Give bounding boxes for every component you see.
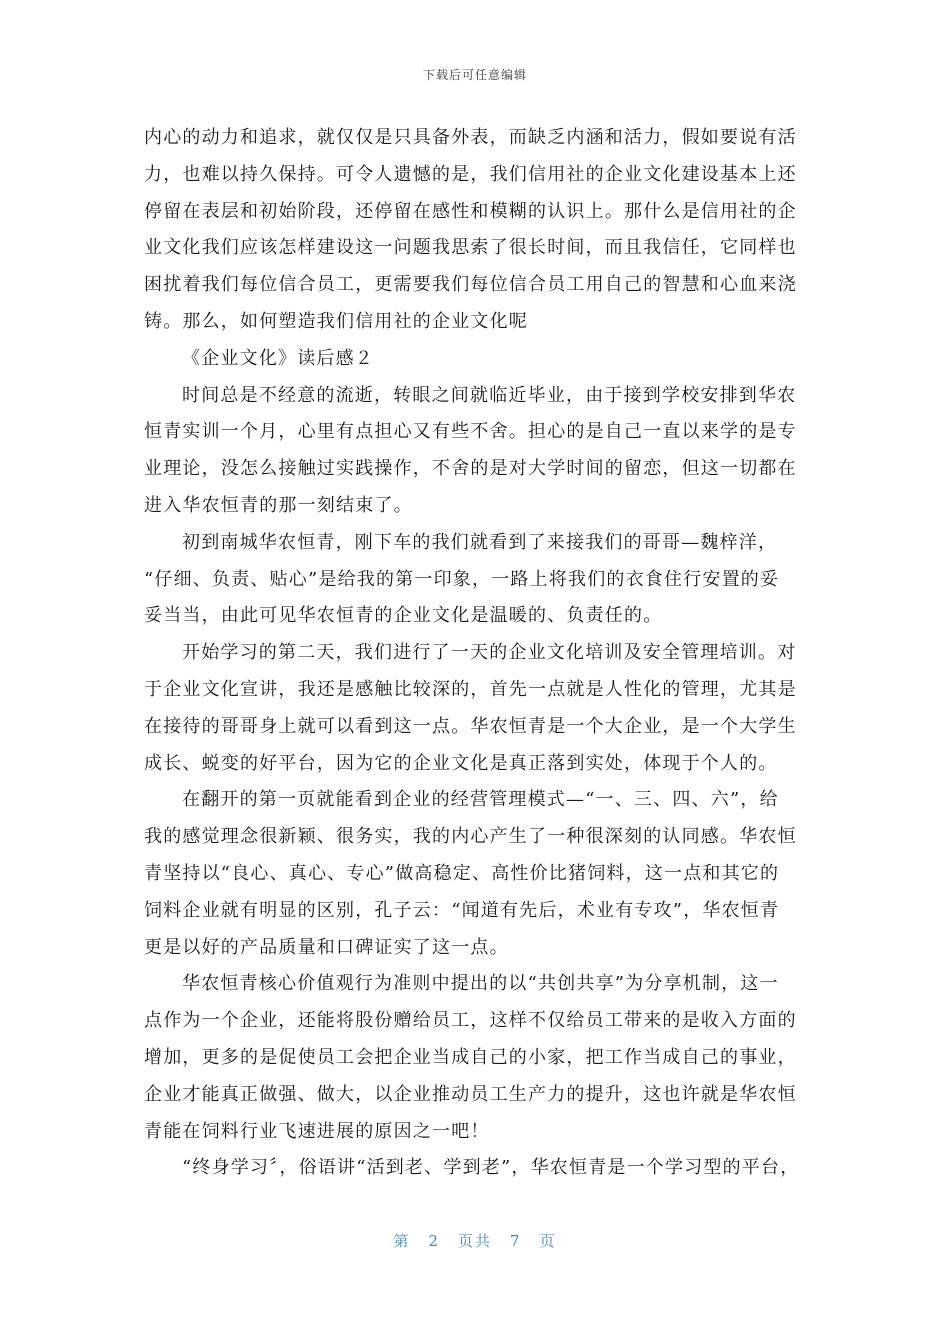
paragraph [144,1150,824,1187]
text-line: 点作为一个企业，还能将股份赠给员工，这样不仅给员工带来的是收入方面的 [144,1010,797,1032]
text-line: 增加，更多的是促使员工会把企业当成自己的小家，把工作当成自己的事业， [144,1046,797,1068]
text-line: 恒青实训一个月，心里有点担心又有些不舍。担心的是自己一直以来学的是专 [144,421,797,443]
paragraph [144,525,824,635]
text-line: 停留在表层和初始阶段，还停留在感性和模糊的认识上。那什么是信用社的企 [144,200,797,222]
text-line: 成长、蜕变的好平台，因为它的企业文化是真正落到实处，体现于个人的。 [144,752,778,774]
paragraph [144,120,824,341]
text-line: 我的感觉理念很新颖、很务实，我的内心产生了一种很深刻的认同感。华农恒 [144,826,797,848]
text-line: 企业才能真正做强、做大，以企业推动员工生产力的提升，这也许就是华农恒 [144,1083,797,1105]
text-line: “终身学习〞，俗语讲“活到老、学到老”，华农恒青是一个学习型的平台， [182,1157,800,1179]
text-line: 业文化我们应该怎样建设这一问题我思索了很长时间，而且我信任，它同样也 [144,237,797,259]
text-line: 困扰着我们每位信合员工，更需要我们每位信合员工用自己的智慧和心血来浇 [144,274,797,296]
header-note: 下载后可任意编辑 [422,68,527,82]
text-line: 在接待的哥哥身上就可以看到这一点。华农恒青是一个大企业，是一个大学生 [144,715,797,737]
text-line: 妥当当，由此可见华农恒青的企业文化是温暖的、负责任的。 [144,605,663,627]
section-heading [144,341,824,378]
text-line: 进入华农恒青的那一刻结束了。 [144,494,413,516]
text-line: 初到南城华农恒青，刚下车的我们就看到了来接我们的哥哥—魏梓洋， [182,531,778,553]
text-line: 业理论，没怎么接触过实践操作，不舍的是对大学时间的留恋，但这一切都在 [144,458,797,480]
text-line: 时间总是不经意的流逝，转眼之间就临近毕业，由于接到学校安排到华农 [182,384,797,406]
page-label-suffix: 页 [539,1232,557,1250]
heading-line: 《企业文化》读后感２ [182,347,374,369]
text-line: 饲料企业就有明显的区别，孔子云：“闻道有先后，术业有专攻”，华农恒青 [144,899,780,921]
paragraph [144,378,824,525]
paragraph [144,635,824,782]
text-line: 内心的动力和追求，就仅仅是只具备外表，而缺乏内涵和活力，假如要说有活 [144,127,797,148]
text-line: 华农恒青核心价值观行为准则中提出的以“共创共享”为分享机制，这一 [182,973,779,995]
paragraph [144,782,824,966]
text-line: 青能在饲料行业飞速进展的原因之一吧！ [144,1120,490,1142]
text-line: 力，也难以持久保持。可令人遗憾的是，我们信用社的企业文化建设基本上还 [144,163,797,185]
text-line: 更是以好的产品质量和口碑证实了这一点。 [144,936,509,958]
page-label-mid: 页共 [457,1232,492,1250]
page-label-prefix: 第 [393,1232,411,1250]
text-line: 开始学习的第二天，我们进行了一天的企业文化培训及安全管理培训。对 [182,642,797,664]
text-line: 青坚持以“良心、真心、专心”做高稳定、高性价比猪饲料，这一点和其它的 [144,862,780,884]
page-footer [0,1230,950,1251]
text-line: 铸。那么，如何塑造我们信用社的企业文化呢 [144,310,528,332]
page-total: 7 [510,1232,522,1250]
text-line: 于企业文化宣讲，我还是感触比较深的，首先一点就是人性化的管理，尤其是 [144,678,797,700]
text-line: “仔细、负责、贴心”是给我的第一印象，一路上将我们的衣食住行安置的妥 [144,568,780,590]
text-line: 在翻开的第一页就能看到企业的经营管理模式—“一、三、四、六”，给 [182,789,779,811]
document-body [144,120,824,1187]
paragraph [144,966,824,1150]
page-current: 2 [428,1232,440,1250]
